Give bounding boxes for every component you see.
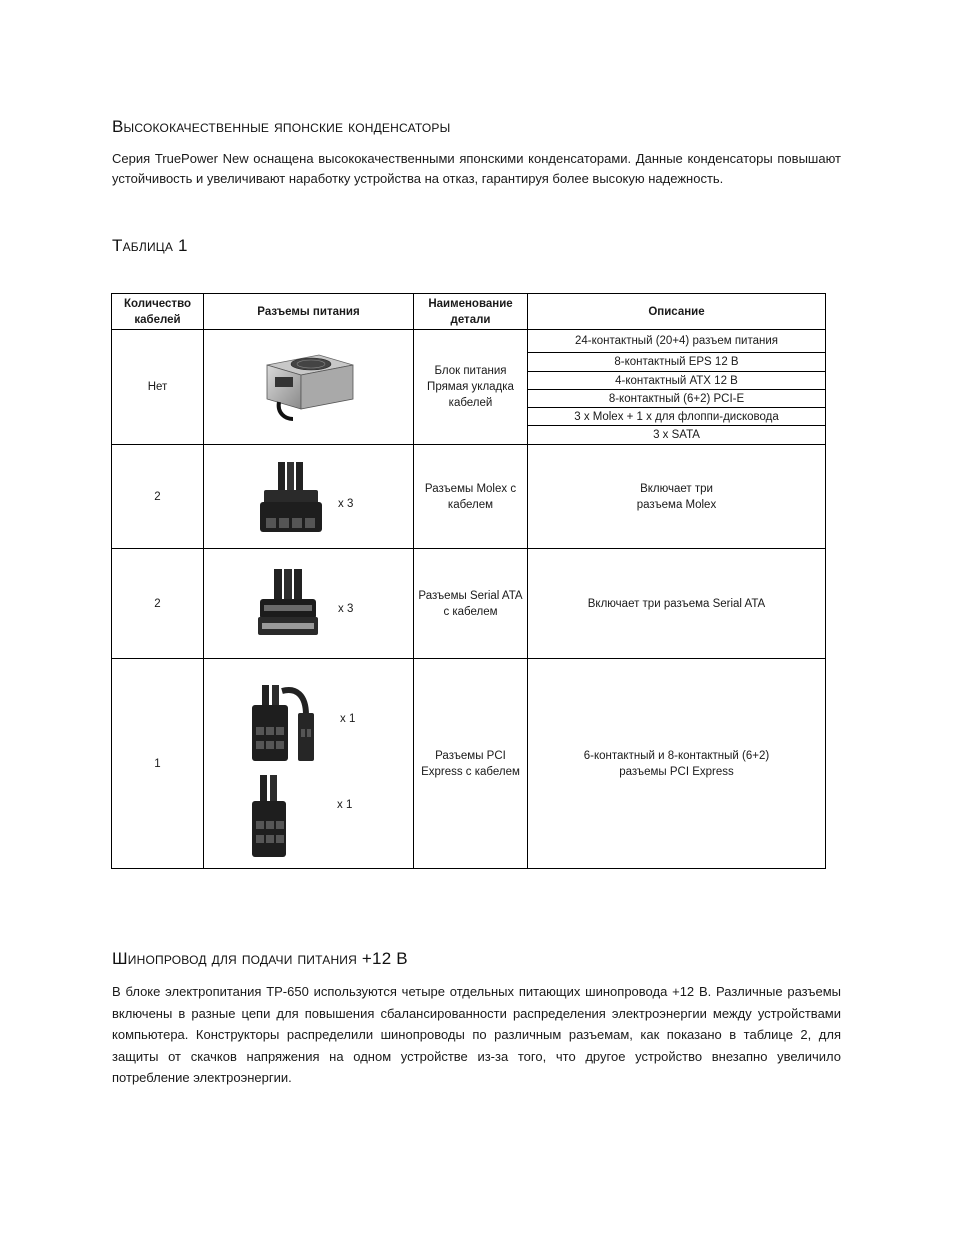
- section-heading-12v-rail: Шинопровод для подачи питания +12 В: [112, 949, 408, 968]
- capacitors-paragraph: Серия TruePower New оснащена высококачественными японскими конденсаторами. Данные конденсаторы повышают устойчивость и увеличивают наработку устройства на отказ, гарантируя более высокую надежность.: [112, 151, 841, 186]
- cell-count: Нет: [112, 330, 204, 445]
- cell-count: 1: [112, 659, 204, 869]
- pcie-8pin-connector-icon: [248, 685, 328, 765]
- table-header-row: [112, 294, 826, 330]
- pcie-8pin-qty: x 1: [340, 713, 356, 725]
- rail-paragraph: В блоке электропитания TP-650 используются четыре отдельных питающих шинопровода +12 В. Различные разъемы включены в разные цепи для повышения сбалансированности распределения электроэнергии между устройствами компьютера. Конструкторы распределили шинопроводы по различным разъемам, как показано в таблице 2, для защиты от скачков напряжения на одном устройстве из-за того, что другое устройство внезапно увеличило потребление электроэнергии.: [112, 984, 841, 1085]
- cell-molex-desc: [528, 445, 826, 549]
- table-row: [112, 445, 826, 549]
- psu-name-line2: Прямая укладка кабелей: [427, 381, 514, 409]
- cell-molex-image: [204, 445, 414, 549]
- psu-desc-2: 4-контактный ATX 12 В: [528, 372, 826, 390]
- molex-qty: x 3: [338, 498, 354, 510]
- cell-sata-image: [204, 549, 414, 659]
- table-row: [112, 330, 826, 353]
- table-row: [112, 549, 826, 659]
- cell-sata-desc: Включает три разъема Serial ATA: [528, 549, 826, 659]
- table-caption: Таблица 1: [112, 236, 188, 255]
- psu-desc-1: 8-контактный EPS 12 В: [528, 353, 826, 372]
- cell-count: 2: [112, 445, 204, 549]
- header-connectors: Разъемы питания: [204, 294, 414, 330]
- cell-pcie-name: Разъемы PCI Express с кабелем: [414, 659, 528, 869]
- cell-psu-name: [414, 330, 528, 445]
- molex-desc-line2: разъема Molex: [636, 498, 717, 511]
- cell-pcie-image: [204, 659, 414, 869]
- pcie-6pin-qty: x 1: [337, 799, 353, 811]
- power-supply-icon: [259, 347, 359, 427]
- psu-name-line1: Блок питания: [434, 365, 507, 377]
- molex-desc-line1: Включает три: [640, 482, 713, 495]
- sata-qty: x 3: [338, 603, 354, 615]
- psu-desc-3: 8-контактный (6+2) PCI-E: [528, 390, 826, 408]
- section-heading-capacitors: Высококачественные японские конденсаторы: [112, 117, 451, 136]
- connectors-table: [111, 293, 826, 869]
- molex-connector-icon: [256, 462, 326, 536]
- pcie-desc-line2: разъемы PCI Express: [619, 765, 734, 778]
- cell-psu-image: [204, 330, 414, 445]
- sata-connector-icon: [254, 569, 324, 643]
- psu-desc-5: 3 x SATA: [528, 426, 826, 445]
- cell-count: 2: [112, 549, 204, 659]
- header-count: Количество кабелей: [112, 294, 204, 330]
- pcie-6pin-connector-icon: [248, 775, 308, 861]
- header-name: Наименование детали: [414, 294, 528, 330]
- cell-pcie-desc: [528, 659, 826, 869]
- cell-molex-name: Разъемы Molex с кабелем: [414, 445, 528, 549]
- table-row: [112, 659, 826, 869]
- psu-desc-4: 3 x Molex + 1 x для флоппи-дисковода: [528, 408, 826, 426]
- psu-desc-0: 24-контактный (20+4) разъем питания: [528, 330, 826, 353]
- pcie-desc-line1: 6-контактный и 8-контактный (6+2): [583, 749, 770, 762]
- cell-sata-name: Разъемы Serial ATA с кабелем: [414, 549, 528, 659]
- header-description: Описание: [528, 294, 826, 330]
